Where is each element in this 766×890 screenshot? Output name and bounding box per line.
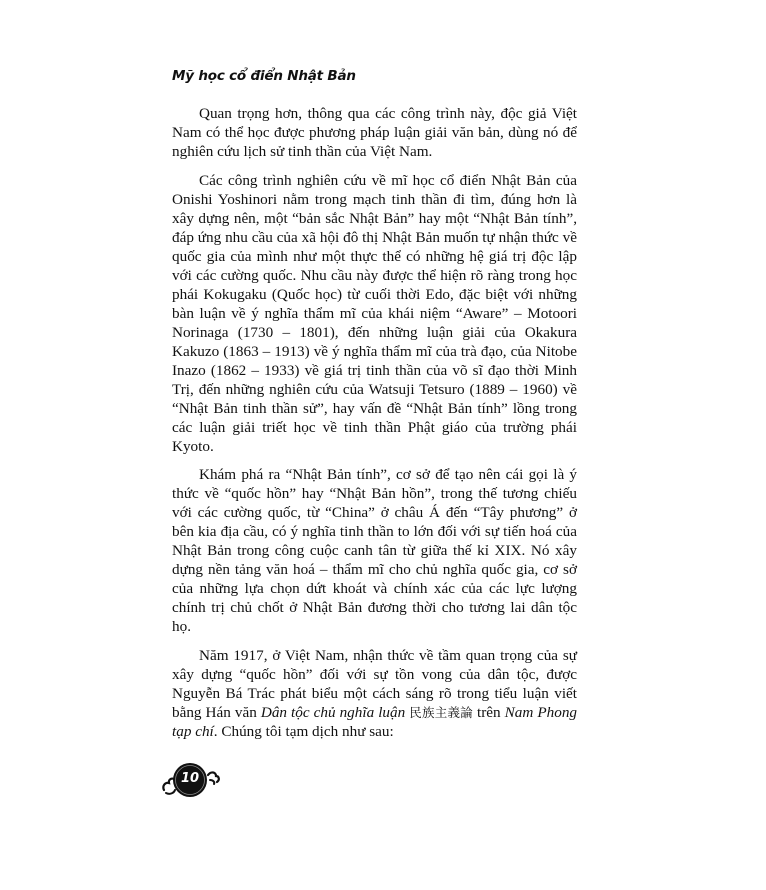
- paragraph-3: Khám phá ra “Nhật Bản tính”, cơ sở để tạo nên cái gọi là ý thức về “quốc hồn” hay “Nhật Bản hồn”, trong thế tương chiếu với các cường quốc, từ “China” ở châu Á đến “Tây phương” ở bên kia địa cầu, có ý nghĩa tinh thần to lớn đối với sự tiến hoá của Nhật Bản trong công cuộc canh tân từ giữa thế kỉ XIX. Nó xây dựng nền tảng văn hoá – thẩm mĩ cho chủ nghĩa quốc gia, cơ sở của những lựa chọn dứt khoát và chính xác của các lực lượng chính trị chủ chốt ở Nhật Bản đương thời cho tương lai dân tộc họ.: [172, 466, 577, 635]
- running-header: Mỹ học cổ điển Nhật Bản: [172, 68, 356, 84]
- paragraph-4-text-a: Năm 1917, ở Việt Nam, nhận thức về tầm quan trọng của sự xây dựng “quốc hồn” đối với sự tồn vong của dân tộc, được Nguyễn Bá Trác phát biểu một cách sáng rõ trong tiểu luận viết bằng Hán văn: [172, 647, 577, 721]
- paragraph-2: Các công trình nghiên cứu về mĩ học cổ điển Nhật Bản của Onishi Yoshinori nằm trong mạch tinh thần đi tìm, đúng hơn là xây dựng nên, một “bản sắc Nhật Bản” hay một “Nhật Bản tính”, đáp ứng nhu cầu của xã hội đô thị Nhật Bản muốn tự nhận thức về quốc gia của mình như một thực thể có những hệ giá trị độc lập với các cường quốc. Nhu cầu này được thể hiện rõ ràng trong học phái Kokugaku (Quốc học) từ cuối thời Edo, đặc biệt với những bàn luận về ý nghĩa thẩm mĩ của khái niệm “Aware” – Motoori Norinaga (1730 – 1801), đến những luận giải của Okakura Kakuzo (1863 – 1913) về ý nghĩa thẩm mĩ của trà đạo, của Nitobe Inazo (1862 – 1933) về giá trị tinh thần của võ sĩ đạo thời Minh Trị, đến những nghiên cứu của Watsuji Tetsuro (1889 – 1960) về “Nhật Bản tinh thần sử”, hay vấn đề “Nhật Bản tính” lồng trong các luận giải triết học về tinh thần Phật giáo của trường phái Kyoto.: [172, 171, 577, 455]
- journal-title: Nam Phong tạp chí: [172, 704, 577, 740]
- paragraph-4: [172, 646, 577, 741]
- paragraph-4-text-b: trên: [472, 704, 505, 721]
- page-number-badge: [160, 760, 220, 802]
- paragraph-4-text-c: . Chúng tôi tạm dịch như sau:: [213, 723, 394, 740]
- page-number: 10: [180, 771, 200, 786]
- essay-title: Dân tộc chủ nghĩa luận: [260, 704, 406, 721]
- body-text: [172, 104, 577, 751]
- paragraph-1: Quan trọng hơn, thông qua các công trình này, độc giả Việt Nam có thể học được phương pháp luận giải văn bản, dùng nó để nghiên cứu lịch sử tinh thần của Việt Nam.: [172, 105, 577, 160]
- essay-title-han: 民族主義論: [409, 705, 473, 720]
